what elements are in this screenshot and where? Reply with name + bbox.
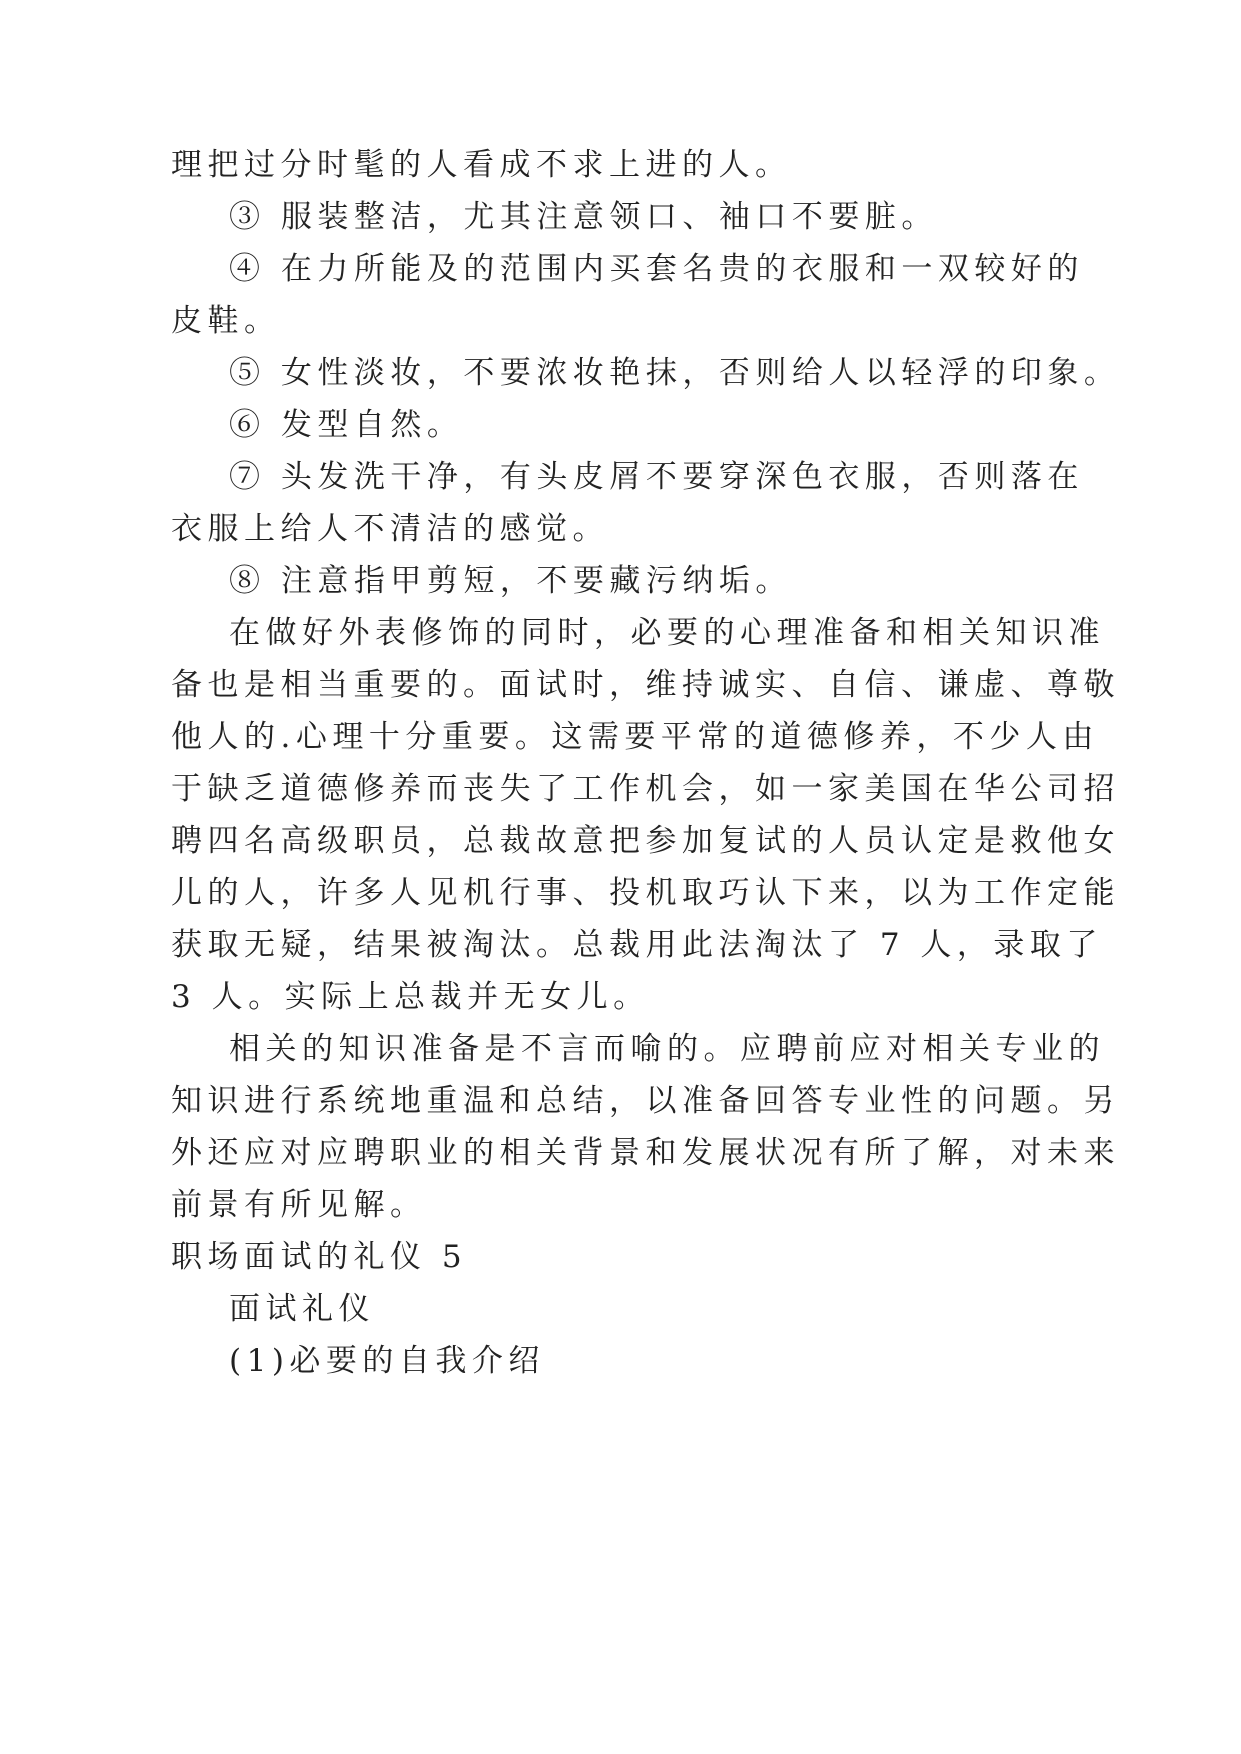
text-line: ⑤ 女性淡妆，不要浓妆艳抹，否则给人以轻浮的印象。 [229,355,1121,391]
subsection-heading: 面试礼仪 [229,1291,375,1327]
text-line: 知识进行系统地重温和总结，以准备回答专业性的问题。另 [171,1083,1120,1119]
text-line: ④ 在力所能及的范围内买套名贵的衣服和一双较好的 [229,251,1084,287]
text-line: (1)必要的自我介绍 [229,1343,545,1379]
section-heading: 职场面试的礼仪 5 [171,1239,468,1275]
text-line: ⑧ 注意指甲剪短，不要藏污纳垢。 [229,563,792,599]
text-line: 皮鞋。 [171,303,281,339]
text-line: 前景有所见解。 [171,1187,427,1223]
text-line: 聘四名高级职员，总裁故意把参加复试的人员认定是救他女 [171,823,1120,859]
text-line: 在做好外表修饰的同时，必要的心理准备和相关知识准 [229,615,1105,651]
text-line: 儿的人，许多人见机行事、投机取巧认下来，以为工作定能 [171,875,1120,911]
text-line: 获取无疑，结果被淘汰。总裁用此法淘汰了 7 人，录取了 [171,927,1103,963]
text-line: 外还应对应聘职业的相关背景和发展状况有所了解，对未来 [171,1135,1120,1171]
text-line: 备也是相当重要的。面试时，维持诚实、自信、谦虚、尊敬 [171,667,1120,703]
text-line: ⑦ 头发洗干净，有头皮屑不要穿深色衣服，否则落在 [229,459,1084,495]
text-line: 理把过分时髦的人看成不求上进的人。 [171,147,792,183]
text-line: 相关的知识准备是不言而喻的。应聘前应对相关专业的 [229,1031,1105,1067]
text-line: 衣服上给人不清洁的感觉。 [171,511,609,547]
text-line: ③ 服装整洁，尤其注意领口、袖口不要脏。 [229,199,938,235]
text-line: 3 人。实际上总裁并无女儿。 [171,979,650,1015]
text-line: 他人的.心理十分重要。这需要平常的道德修养，不少人由 [171,719,1099,755]
text-line: 于缺乏道德修养而丧失了工作机会，如一家美国在华公司招 [171,771,1120,807]
text-line: ⑥ 发型自然。 [229,407,464,443]
